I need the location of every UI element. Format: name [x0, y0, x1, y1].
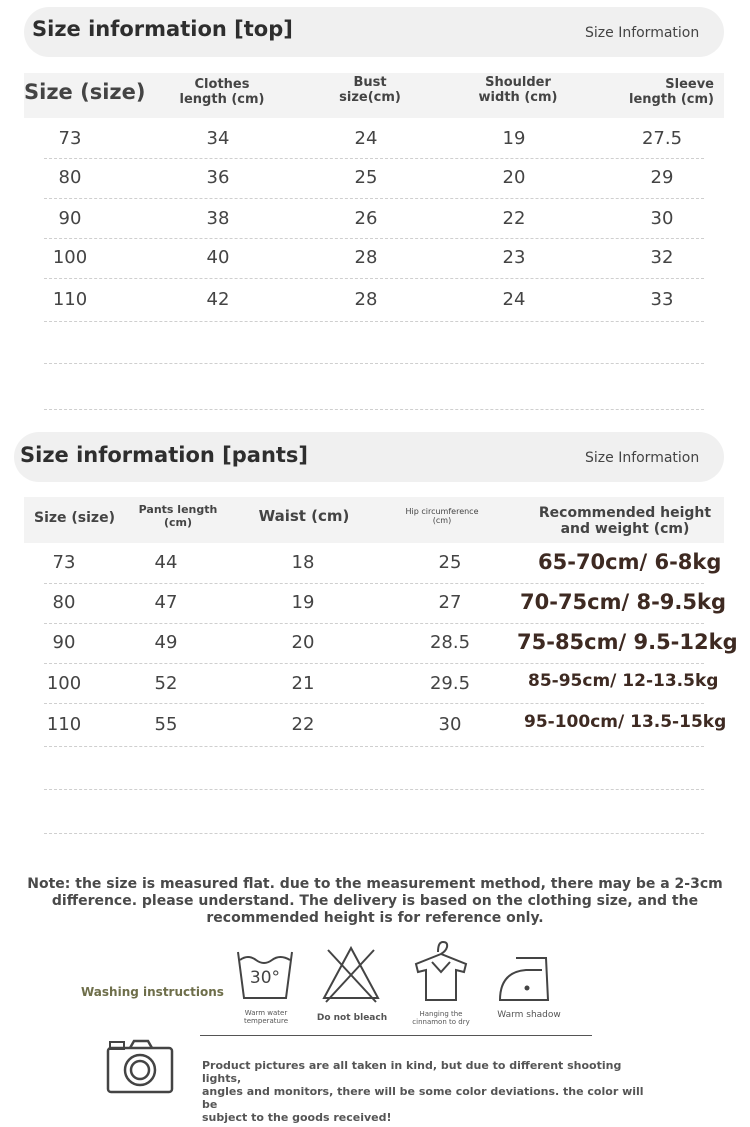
hang-dry-icon — [410, 938, 472, 1004]
row-divider — [44, 703, 704, 704]
pants-section-title: Size information [pants] — [20, 443, 309, 467]
top-cell: 33 — [650, 289, 674, 310]
wash-30-icon — [234, 946, 296, 1004]
top-cell: 42 — [206, 289, 230, 310]
pants-cell: 65-70cm/ 6-8kg — [538, 550, 722, 574]
top-cell: 36 — [206, 167, 230, 188]
top-cell: 30 — [650, 208, 674, 229]
top-cell: 38 — [206, 208, 230, 229]
top-cell: 23 — [502, 247, 526, 268]
row-divider — [44, 238, 704, 239]
top-cell: 34 — [206, 128, 230, 149]
pants-cell: 29.5 — [429, 673, 471, 694]
top-header-sleeve: Sleeve length (cm) — [629, 77, 714, 107]
top-cell: 29 — [650, 167, 674, 188]
pants-cell: 44 — [154, 552, 178, 573]
pants-cell: 73 — [52, 552, 76, 573]
top-cell: 27.5 — [641, 128, 683, 149]
row-divider — [44, 623, 704, 624]
pants-cell: 70-75cm/ 8-9.5kg — [520, 590, 727, 614]
pants-cell: 100 — [46, 673, 82, 694]
pants-cell: 27 — [438, 592, 462, 613]
top-cell: 80 — [58, 167, 82, 188]
row-divider — [44, 158, 704, 159]
pants-cell: 21 — [291, 673, 315, 694]
pants-header-size: Size (size) — [34, 510, 115, 526]
pants-cell: 49 — [154, 632, 178, 653]
pants-header-hip: Hip circumference (cm) — [405, 507, 479, 526]
row-divider — [44, 789, 704, 790]
color-disclaimer: Product pictures are all taken in kind, but due to different shooting lights, angles and monitors, there will be some color deviations. the color will be subject to the goods received! — [202, 1059, 644, 1124]
top-section-subtitle: Size Information — [585, 25, 700, 41]
divider-line — [200, 1035, 592, 1036]
row-divider — [44, 321, 704, 322]
pants-cell: 52 — [154, 673, 178, 694]
pants-section-subtitle: Size Information — [585, 450, 700, 466]
row-divider — [44, 583, 704, 584]
row-divider — [44, 409, 704, 410]
pants-cell: 20 — [291, 632, 315, 653]
svg-text:30°: 30° — [249, 968, 281, 988]
top-header-shoulder: Shoulder width (cm) — [478, 75, 558, 105]
pants-cell: 90 — [52, 632, 76, 653]
pants-cell: 28.5 — [429, 632, 471, 653]
iron-icon — [496, 950, 558, 1006]
pants-header-waist: Waist (cm) — [258, 507, 350, 525]
pants-cell: 95-100cm/ 13.5-15kg — [524, 712, 727, 732]
top-section-title: Size information [top] — [32, 17, 293, 41]
iron-caption: Warm shadow — [497, 1010, 561, 1020]
pants-cell: 75-85cm/ 9.5-12kg — [517, 630, 738, 654]
top-header-size: Size (size) — [24, 80, 146, 104]
row-divider — [44, 663, 704, 664]
top-cell: 40 — [206, 247, 230, 268]
no-bleach-icon — [320, 944, 382, 1004]
row-divider — [44, 746, 704, 747]
row-divider — [44, 363, 704, 364]
pants-cell: 80 — [52, 592, 76, 613]
pants-cell: 25 — [438, 552, 462, 573]
wash-30-caption: Warm water temperature — [244, 1009, 288, 1025]
top-cell: 26 — [354, 208, 378, 229]
top-cell: 28 — [354, 247, 378, 268]
top-header-bust: Bust size(cm) — [339, 75, 401, 105]
top-cell: 22 — [502, 208, 526, 229]
pants-cell: 47 — [154, 592, 178, 613]
top-cell: 90 — [58, 208, 82, 229]
top-cell: 28 — [354, 289, 378, 310]
pants-cell: 85-95cm/ 12-13.5kg — [528, 671, 719, 691]
pants-cell: 19 — [291, 592, 315, 613]
camera-icon — [106, 1038, 174, 1094]
top-cell: 24 — [354, 128, 378, 149]
pants-header-length: Pants length (cm) — [138, 503, 218, 529]
top-cell: 24 — [502, 289, 526, 310]
row-divider — [44, 278, 704, 279]
top-cell: 20 — [502, 167, 526, 188]
pants-cell: 18 — [291, 552, 315, 573]
top-cell: 32 — [650, 247, 674, 268]
top-cell: 73 — [58, 128, 82, 149]
size-note: Note: the size is measured flat. due to the measurement method, there may be a 2-3cm difference. please understand. The delivery is based on the clothing size, and the recommended height is for reference only. — [27, 876, 723, 926]
pants-cell: 110 — [46, 714, 82, 735]
pants-cell: 55 — [154, 714, 178, 735]
pants-cell: 22 — [291, 714, 315, 735]
hang-dry-caption: Hanging the cinnamon to dry — [412, 1010, 470, 1026]
row-divider — [44, 833, 704, 834]
top-header-length: Clothes length (cm) — [179, 77, 265, 107]
pants-header-rec: Recommended height and weight (cm) — [538, 505, 712, 538]
washing-instructions-label: Washing instructions — [81, 985, 224, 999]
no-bleach-caption: Do not bleach — [316, 1013, 388, 1023]
row-divider — [44, 198, 704, 199]
top-cell: 19 — [502, 128, 526, 149]
top-cell: 110 — [52, 289, 88, 310]
top-cell: 25 — [354, 167, 378, 188]
top-cell: 100 — [52, 247, 88, 268]
pants-cell: 30 — [438, 714, 462, 735]
